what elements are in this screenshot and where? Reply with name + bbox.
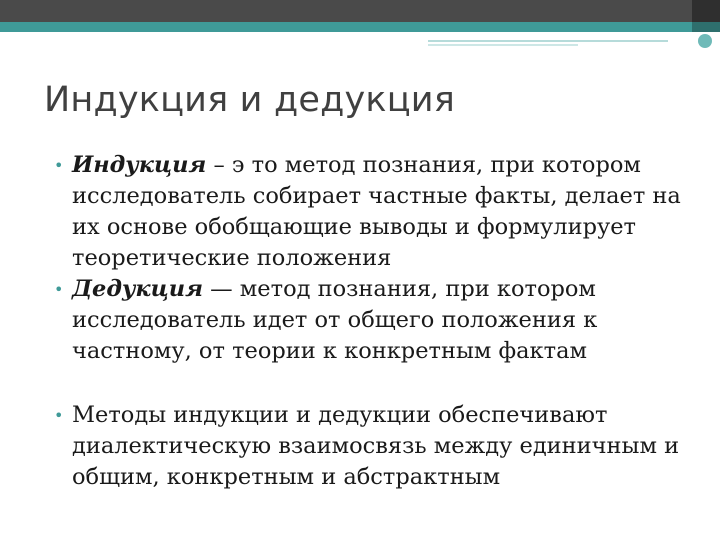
bullet-item-deduction bbox=[54, 274, 694, 367]
bullet-icon: • bbox=[54, 280, 64, 299]
accent-dot bbox=[698, 34, 712, 48]
accent-line-secondary bbox=[428, 44, 578, 46]
top-bar bbox=[0, 0, 720, 22]
bullet-item-induction bbox=[54, 150, 694, 274]
term-deduction: Дедукция bbox=[72, 276, 203, 302]
definition-deduction: — метод познания, при котором исследователь идет от общего положения к частному, от теории к конкретным фактам bbox=[72, 276, 598, 364]
term-induction: Индукция bbox=[72, 152, 207, 178]
top-bar-corner bbox=[692, 0, 720, 22]
accent-band-corner bbox=[692, 22, 720, 32]
bullet-item-methods bbox=[54, 400, 694, 493]
methods-statement: Методы индукции и дедукции обеспечивают диалектическую взаимосвязь между единичным и общим, конкретным и абстрактным bbox=[72, 402, 680, 490]
bullet-icon: • bbox=[54, 406, 64, 425]
accent-line bbox=[428, 40, 668, 42]
definition-induction: – э то метод познания, при котором исследователь собирает частные факты, делает на их основе обобщающие выводы и формулирует теоретические положения bbox=[72, 152, 681, 271]
bullet-icon: • bbox=[54, 156, 64, 175]
bullet-list bbox=[54, 150, 694, 493]
accent-band bbox=[0, 22, 720, 32]
slide-title: Индукция и дедукция bbox=[44, 80, 455, 120]
